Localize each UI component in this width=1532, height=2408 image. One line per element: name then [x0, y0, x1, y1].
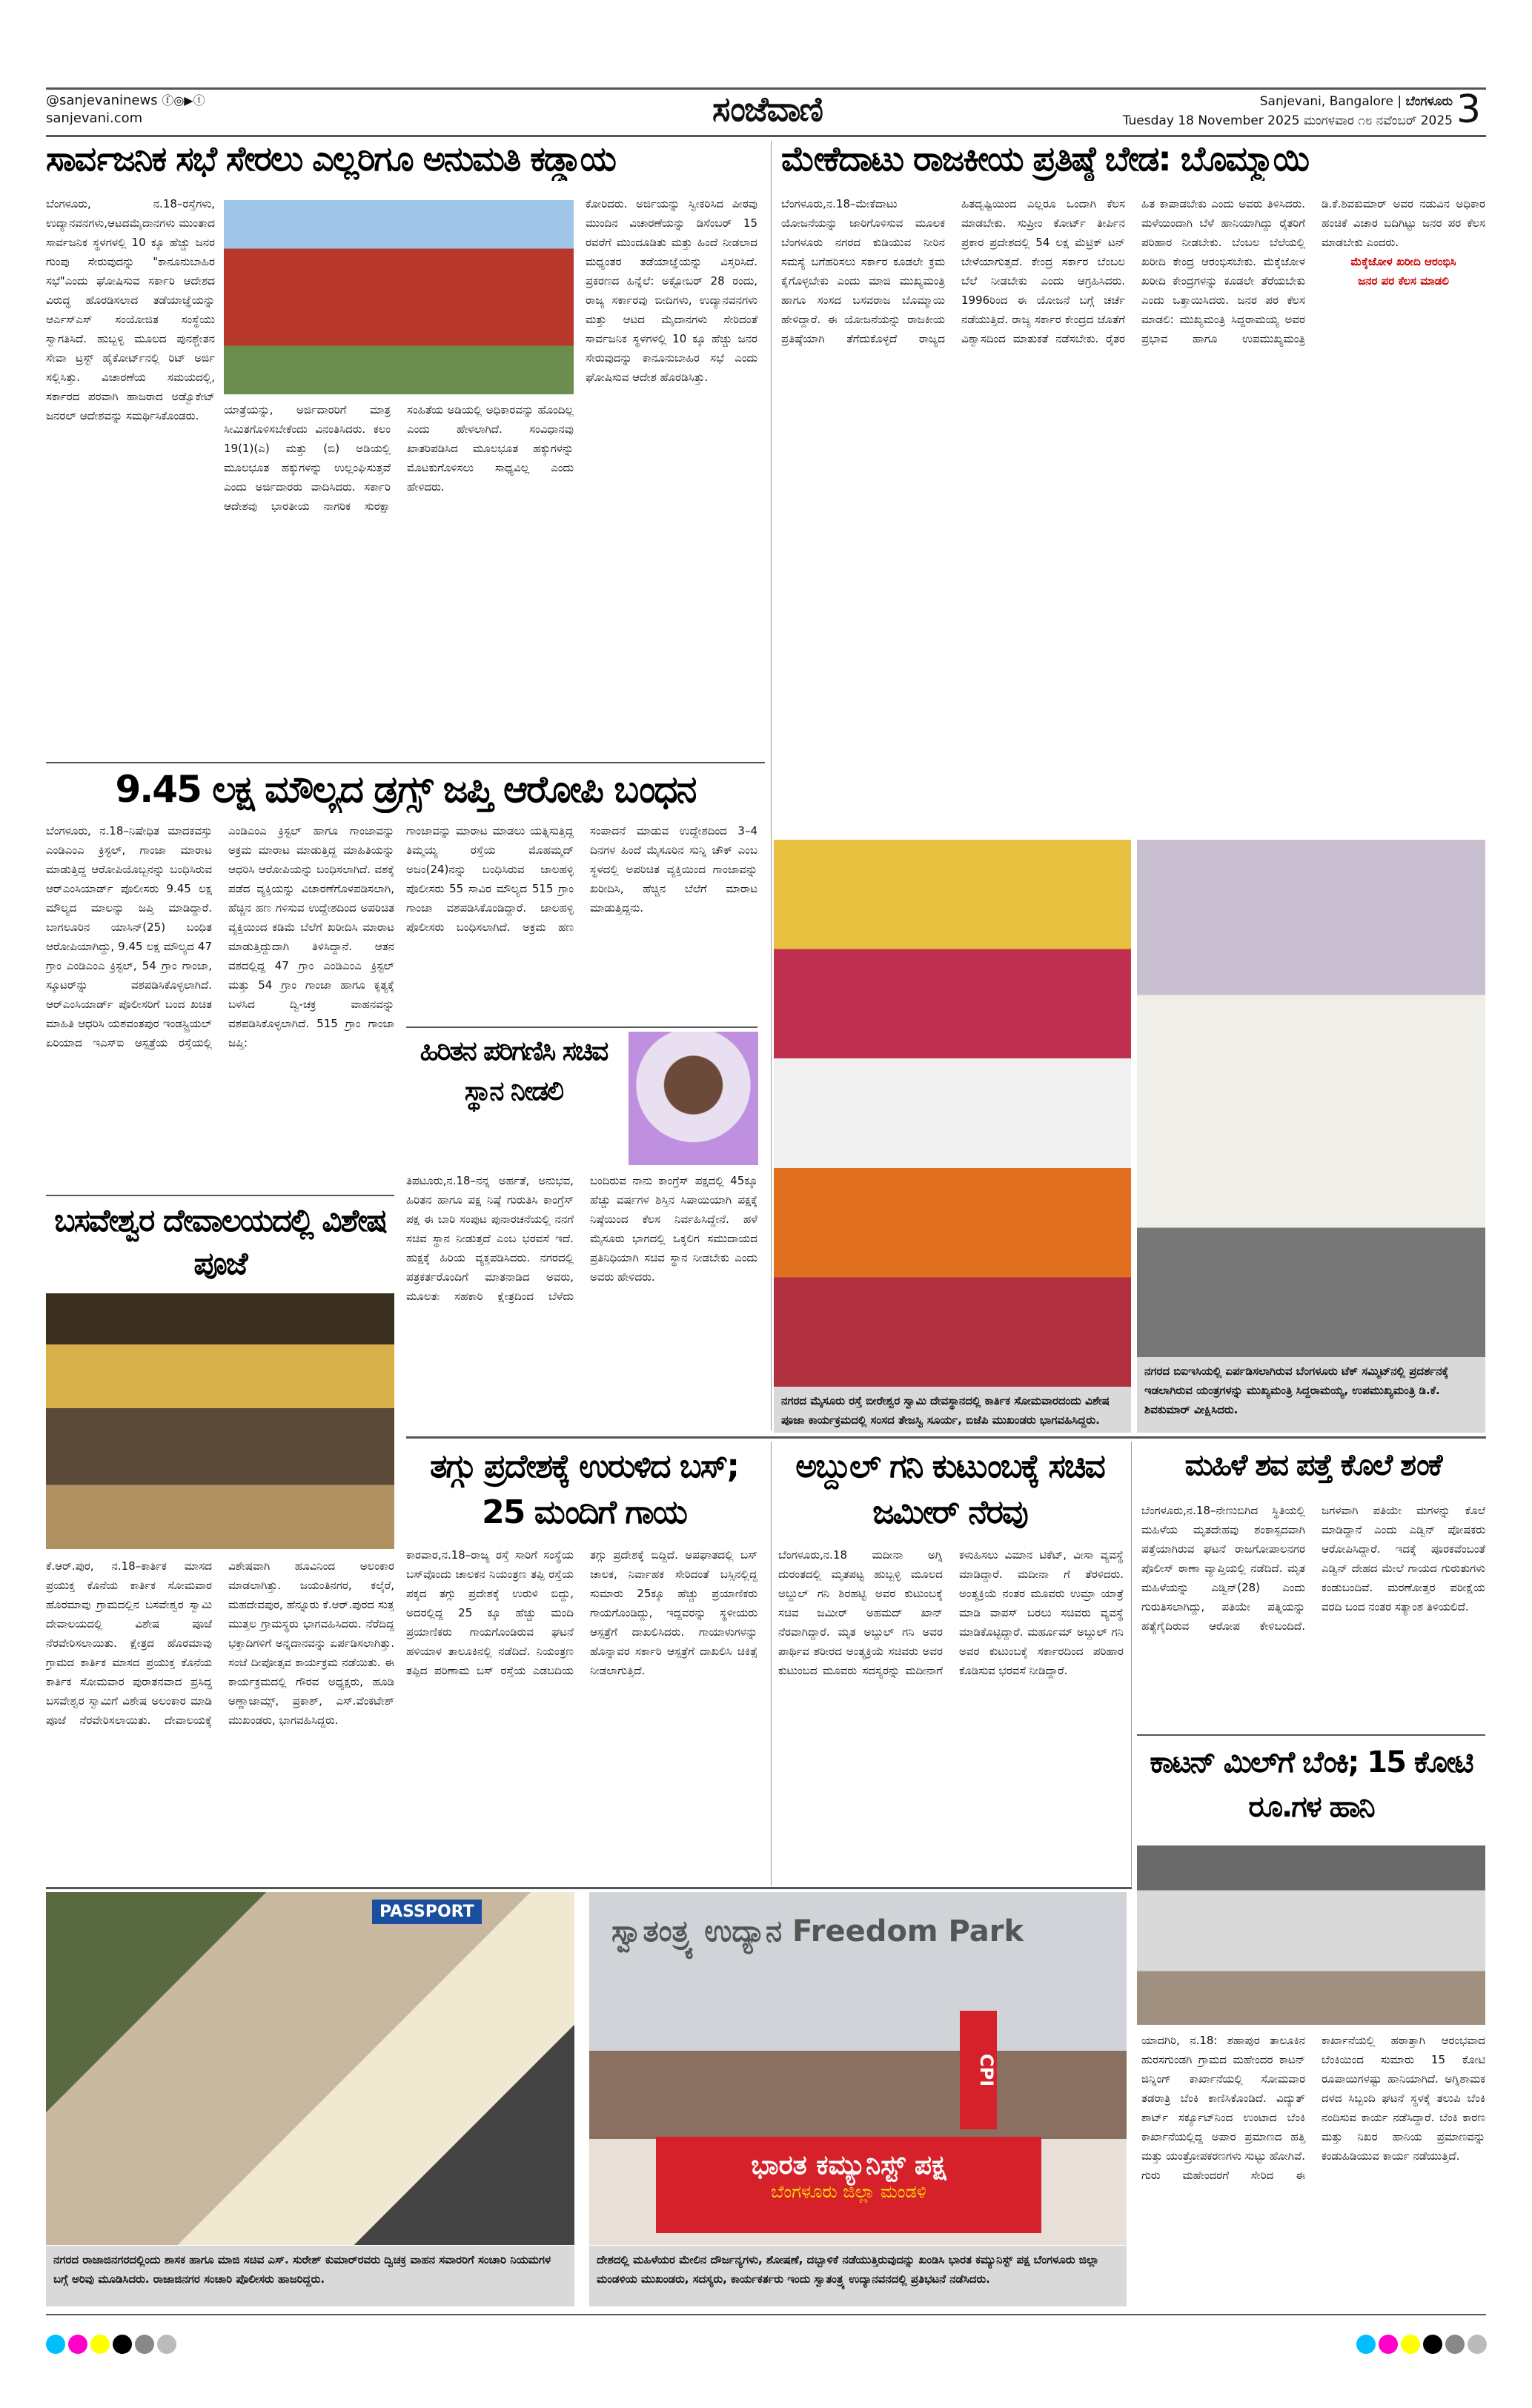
article-body: ಯಾತ್ರೆಯನ್ನು, ಅರ್ಜಿದಾರರಿಗೆ ಮಾತ್ರ ಸೀಮಿತಗೊಳಿಸಬೇಕೆಂದು ವಿನಂತಿಸಿದರು. ಕಲಂ 19(1)(ಎ) ಮತ್ತು (ಬಿ) ಅಡಿಯಲ್ಲಿ ಮೂಲಭೂತ ಹಕ್ಕುಗಳನ್ನು ಉಲ್ಲಂಘಿಸುತ್ತವೆ ಎಂದು ಅರ್ಜಿದಾರರು ವಾದಿಸಿದರು. ಸರ್ಕಾರಿ ಆದೇಶವು ಭಾರತೀಯ ನಾಗರಿಕ ಸುರಕ್ಷಾ ಸಂಹಿತೆಯ ಅಡಿಯಲ್ಲಿ ಅಧಿಕಾರವನ್ನು ಹೊಂದಿಲ್ಲ ಎಂದು ಹೇಳಲಾಗಿದೆ. ಸಂವಿಧಾನವು ಖಾತರಿಪಡಿಸಿದ ಮೂಲಭೂತ ಹಕ್ಕುಗಳನ್ನು ಮೊಟಕುಗೊಳಿಸಲು ಸಾಧ್ಯವಿಲ್ಲ ಎಂದು ಹೇಳಿದರು. — [224, 403, 574, 513]
registration-dot — [46, 2335, 65, 2354]
temple-visit-photo — [774, 840, 1131, 1387]
registration-dot — [1445, 2335, 1465, 2354]
registration-dot — [68, 2335, 87, 2354]
date-kannada: ಮಂಗಳವಾರ ೧೮ ನವೆಂಬರ್ 2025 — [1303, 113, 1453, 128]
headline-woman-body: ಮಹಿಳೆ ಶವ ಪತ್ತೆ ಕೊಲೆ ಶಂಕೆ — [1184, 1448, 1442, 1482]
divider — [406, 1026, 757, 1028]
registration-dot — [90, 2335, 110, 2354]
subheading: ಮೆಕ್ಕೆಜೋಳ ಖರೀದಿ ಆರಂಭಿಸಿ — [1350, 255, 1456, 268]
divider — [46, 762, 765, 763]
social-block — [46, 92, 205, 127]
dateline — [1082, 92, 1453, 130]
traffic-awareness-photo — [46, 1892, 574, 2245]
article-body: ಗಾಂಜಾವನ್ನು ಮಾರಾಟ ಮಾಡಲು ಯತ್ನಿಸುತ್ತಿದ್ದ ತಿಮ್ಮಯ್ಯ ರಸ್ತೆಯ ಮೊಹಮ್ಮದ್ ಅಜಂ(24)ನನ್ನು ಬಂಧಿಸಿರುವ ಜಾಲಹಳ್ಳಿ ಪೊಲೀಸರು 55 ಸಾವಿರ ಮೌಲ್ಯದ 515 ಗ್ರಾಂ ಗಾಂಜಾ ವಶಪಡಿಸಿಕೊಂಡಿದ್ದಾರೆ. ಜಾಲಹಳ್ಳಿ ಪೊಲೀಸರು ಬಂಧಿಸಲಾಗಿದೆ. ಅಕ್ರಮ ಹಣ ಸಂಪಾದನೆ ಮಾಡುವ ಉದ್ದೇಶದಿಂದ 3–4 ದಿನಗಳ ಹಿಂದೆ ಮೈಸೂರಿನ ಸುನ್ನಿ ಚೌಕ್ ಎಂಬ ಸ್ಥಳದಲ್ಲಿ ಅಪರಿಚಿತ ವ್ಯಕ್ತಿಯಿಂದ ಗಾಂಜಾವನ್ನು ಖರೀದಿಸಿ, ಹೆಚ್ಚಿನ ಬೆಲೆಗೆ ಮಾರಾಟ ಮಾಡುತ್ತಿದ್ದನು. — [406, 824, 757, 934]
registration-dot — [1356, 2335, 1376, 2354]
headline-bus-accident: ತಗ್ಗು ಪ್ರದೇಶಕ್ಕೆ ಉರುಳಿದ ಬಸ್; 25 ಮಂದಿಗೆ ಗಾಯ — [430, 1447, 738, 1531]
facebook-icon[interactable]: ⓕ — [162, 93, 174, 107]
column-divider — [1131, 1442, 1132, 1886]
youtube-icon[interactable]: ▶ — [184, 93, 193, 107]
headline-basaveshwara-puja: ಬಸವೇಶ್ವರ ದೇವಾಲಯದಲ್ಲಿ ವಿಶೇಷ ಪೂಜೆ — [54, 1202, 386, 1281]
edition-label: Sanjevani, Bangalore | — [1259, 94, 1402, 109]
registration-marks-right — [1356, 2335, 1490, 2357]
registration-dot — [157, 2335, 176, 2354]
article-body: ಕಾರವಾರ,ನ.18–ರಾಜ್ಯ ರಸ್ತೆ ಸಾರಿಗೆ ಸಂಸ್ಥೆಯ ಬಸ್‌ವೊಂದು ಚಾಲಕನ ನಿಯಂತ್ರಣ ತಪ್ಪಿ ರಸ್ತೆಯ ಪಕ್ಕದ ತಗ್ಗು ಪ್ರದೇಶಕ್ಕೆ ಉರುಳಿ ಬಿದ್ದು, ಅದರಲ್ಲಿದ್ದ 25 ಕ್ಕೂ ಹೆಚ್ಚು ಮಂದಿ ಪ್ರಯಾಣಿಕರು ಗಾಯಗೊಂಡಿರುವ ಘಟನೆ ಹಳಿಯಾಳ ತಾಲೂಕಿನಲ್ಲಿ ನಡೆದಿದೆ. ನಿಯಂತ್ರಣ ತಪ್ಪಿದ ಪರಿಣಾಮ ಬಸ್ ರಸ್ತೆಯ ಎಡಬದಿಯ ತಗ್ಗು ಪ್ರದೇಶಕ್ಕೆ ಬಿದ್ದಿದೆ. ಅಪಘಾತದಲ್ಲಿ ಬಸ್ ಚಾಲಕ, ನಿರ್ವಾಹಕ ಸೇರಿದಂತೆ ಬಸ್ಸಿನಲ್ಲಿದ್ದ ಸುಮಾರು 25ಕ್ಕೂ ಹೆಚ್ಚು ಪ್ರಯಾಣಿಕರು ಗಾಯಗೊಂಡಿದ್ದು, ಇದ್ದವರನ್ನು ಸ್ಥಳೀಯರು ಆಸ್ಪತ್ರೆಗೆ ದಾಖಲಿಸಿದರು. ಗಾಯಾಳುಗಳನ್ನು ಹೊನ್ನಾವರ ಸರ್ಕಾರಿ ಆಸ್ಪತ್ರೆಗೆ ದಾಖಲಿಸಿ ಚಿಕಿತ್ಸೆ ನೀಡಲಾಗುತ್ತಿದೆ. — [406, 1548, 757, 1677]
registration-dot — [135, 2335, 154, 2354]
twitter-icon[interactable]: ⓣ — [193, 93, 205, 107]
article-body: ಕೋರಿದರು. ಅರ್ಜಿಯನ್ನು ಸ್ವೀಕರಿಸಿದ ಪೀಠವು ಮುಂದಿನ ವಿಚಾರಣೆಯನ್ನು ಡಿಸೆಂಬರ್ 15 ರವರೆಗೆ ಮುಂದೂಡಿತು ಮತ್ತು ಹಿಂದೆ ನೀಡಲಾದ ಮಧ್ಯಂತರ ತಡೆಯಾಜ್ಞೆಯನ್ನು ವಿಸ್ತರಿಸಿದೆ. ಪ್ರಕರಣದ ಹಿನ್ನೆಲೆ: ಅಕ್ಟೋಬರ್ 28 ರಂದು, ರಾಜ್ಯ ಸರ್ಕಾರವು ಬೀದಿಗಳು, ಉದ್ಯಾನವನಗಳು ಮತ್ತು ಆಟದ ಮೈದಾನಗಳು ಸೇರಿದಂತೆ ಸಾರ್ವಜನಿಕ ಸ್ಥಳಗಳಲ್ಲಿ 10 ಕ್ಕೂ ಹೆಚ್ಚು ಜನರ ಸೇರುವುದನ್ನು ಕಾನೂನುಬಾಹಿರ ಸಭೆ ಎಂದು ಘೋಷಿಸುವ ಆದೇಶ ಹೊರಡಿಸಿತ್ತು. — [586, 197, 757, 384]
headline-cotton-mill-fire: ಕಾಟನ್ ಮಿಲ್‌ಗೆ ಬೆಂಕಿ; 15 ಕೋಟಿ ರೂ.ಗಳ ಹಾನಿ — [1150, 1745, 1473, 1824]
freedom-park-sign: ಸ್ವಾತಂತ್ರ್ಯ ಉದ್ಯಾನ Freedom Park — [611, 1914, 1024, 1948]
city-label: ಬೆಂಗಳೂರು — [1405, 94, 1453, 109]
article-body: ಬೆಂಗಳೂರು, ನ.18–ನಿಷೇಧಿತ ಮಾದಕವಸ್ತು ಎಂಡಿಎಂಎ ಕ್ರಿಸ್ಟಲ್, ಗಾಂಜಾ ಮಾರಾಟ ಮಾಡುತ್ತಿದ್ದ ಆರೋಪಿಯೊಬ್ಬನನ್ನು ಬಂಧಿಸಿರುವ ಆರ್‌ಎಂಸಿಯಾರ್ಡ್ ಪೊಲೀಸರು 9.45 ಲಕ್ಷ ಮೌಲ್ಯದ ಮಾಲನ್ನು ಜಪ್ತಿ ಮಾಡಿದ್ದಾರೆ. ಬಾಗಲೂರಿನ ಯಾಸಿನ್(25) ಬಂಧಿತ ಆರೋಪಿಯಾಗಿದ್ದು, 9.45 ಲಕ್ಷ ಮೌಲ್ಯದ 47 ಗ್ರಾಂ ಎಂಡಿಎಂಎ ಕ್ರಿಸ್ಟಲ್, 54 ಗ್ರಾಂ ಗಾಂಜಾ, ಸ್ಕೂಟರ್‌ನ್ನು ವಶಪಡಿಸಿಕೊಳ್ಳಲಾಗಿದೆ. ಆರ್‌ಎಂಸಿಯಾರ್ಡ್ ಪೊಲೀಸರಿಗೆ ಬಂದ ಖಚಿತ ಮಾಹಿತಿ ಆಧರಿಸಿ ಯಶವಂತಪುರ ಇಂಡಸ್ಟ್ರಿಯಲ್ ಏರಿಯಾದ ಇಎಸ್‌ಐ ಆಸ್ಪತ್ರೆಯ ರಸ್ತೆಯಲ್ಲಿ ಎಂಡಿಎಂಎ ಕ್ರಿಸ್ಟಲ್ ಹಾಗೂ ಗಾಂಜಾವನ್ನು ಅಕ್ರಮ ಮಾರಾಟ ಮಾಡುತ್ತಿದ್ದ ಮಾಹಿತಿಯನ್ನು ಆಧರಿಸಿ ಆರೋಪಿಯನ್ನು ಬಂಧಿಸಲಾಗಿದೆ. ವಶಕ್ಕೆ ಪಡೆದ ವ್ಯಕ್ತಿಯನ್ನು ವಿಚಾರಣೆಗೊಳಪಡಿಸಲಾಗಿ, ಹೆಚ್ಚಿನ ಹಣ ಗಳಿಸುವ ಉದ್ದೇಶದಿಂದ ಅಪರಿಚಿತ ವ್ಯಕ್ತಿಯಿಂದ ಕಡಿಮೆ ಬೆಲೆಗೆ ಖರೀದಿಸಿ ಮಾರಾಟ ಮಾಡುತ್ತಿದ್ದುದಾಗಿ ತಿಳಿಸಿದ್ದಾನೆ. ಆತನ ವಶದಲ್ಲಿದ್ದ 47 ಗ್ರಾಂ ಎಂಡಿಎಂಎ ಕ್ರಿಸ್ಟಲ್ ಮತ್ತು 54 ಗ್ರಾಂ ಗಾಂಜಾ ಹಾಗೂ ಕೃತ್ಯಕ್ಕೆ ಬಳಸಿದ ದ್ವಿ-ಚಕ್ರ ವಾಹನವನ್ನು ವಶಪಡಿಸಿಕೊಳ್ಳಲಾಗಿದೆ. 515 ಗ್ರಾಂ ಗಾಂಜಾ ಜಪ್ತಿ: — [46, 824, 394, 1049]
registration-dot — [1401, 2335, 1420, 2354]
portrait-photo — [629, 1032, 758, 1165]
headline-public-assembly: ಸಾರ್ವಜನಿಕ ಸಭೆ ಸೇರಲು ಎಲ್ಲರಿಗೂ ಅನುಮತಿ ಕಡ್ಡಾಯ — [46, 139, 615, 179]
photo-caption: ದೇಶದಲ್ಲಿ ಮಹಿಳೆಯರ ಮೇಲಿನ ದೌರ್ಜನ್ಯಗಳು, ಶೋಷಣೆ, ದಬ್ಬಾಳಿಕೆ ನಡೆಯುತ್ತಿರುವುದನ್ನು ಖಂಡಿಸಿ ಭಾರತ ಕಮ್ಯುನಿಸ್ಟ್ ಪಕ್ಷ ಬೆಂಗಳೂರು ಜಿಲ್ಲಾ ಮಂಡಳಿಯ ಮುಖಂಡರು, ಸದಸ್ಯರು, ಕಾರ್ಯಕರ್ತರು ಇಂದು ಸ್ವಾತಂತ್ರ್ಯ ಉದ್ಯಾನವನದಲ್ಲಿ ಪ್ರತಿಭಟನೆ ನಡೆಸಿದರು. — [589, 2246, 1127, 2306]
registration-dot — [1468, 2335, 1487, 2354]
article-body: ಬೆಂಗಳೂರು,ನ.18 ಮದೀನಾ ಅಗ್ನಿ ದುರಂತದಲ್ಲಿ ಮೃತಪಟ್ಟ ಹುಬ್ಬಳ್ಳಿ ಮೂಲದ ಅಬ್ದುಲ್ ಗನಿ ಶಿರಹಟ್ಟಿ ಅವರ ಕುಟುಂಬಕ್ಕೆ ಸಚಿವ ಜಮೀರ್ ಅಹಮದ್ ಖಾನ್ ನೆರವಾಗಿದ್ದಾರೆ. ಮೃತ ಅಬ್ದುಲ್ ಗನಿ ಅವರ ಪಾರ್ಥಿವ ಶರೀರದ ಅಂತ್ಯಕ್ರಿಯೆ ಸಚಿವರು ಅವರ ಕುಟುಂಬದ ಮೂವರು ಸದಸ್ಯರನ್ನು ಮದೀನಾಗೆ ಕಳುಹಿಸಲು ವಿಮಾನ ಟಿಕೆಟ್, ವೀಸಾ ವ್ಯವಸ್ಥೆ ಮಾಡಿದ್ದಾರೆ. ಮದೀನಾ ಗೆ ತೆರಳಿದರು. ಅಂತ್ಯಕ್ರಿಯೆ ನಂತರ ಮೂವರು ಉಮ್ರಾ ಯಾತ್ರೆ ಮಾಡಿ ವಾಪಸ್ ಬರಲು ಸಚಿವರು ವ್ಯವಸ್ಥೆ ಮಾಡಿಕೊಟ್ಟಿದ್ದಾರೆ. ಮರ್ಹೂಮ್ ಅಬ್ದುಲ್ ಗನಿ ಅವರ ಕುಟುಂಬಕ್ಕೆ ಸರ್ಕಾರದಿಂದ ಪರಿಹಾರ ಕೊಡಿಸುವ ಭರವಸೆ ನೀಡಿದ್ದಾರೆ. — [778, 1548, 1124, 1677]
headline-drugs-seized: 9.45 ಲಕ್ಷ ಮೌಲ್ಯದ ಡ್ರಗ್ಸ್ ಜಪ್ತಿ ಆರೋಪಿ ಬಂಧನ — [115, 768, 696, 811]
footer-rule — [46, 2314, 1486, 2315]
date-english: Tuesday 18 November 2025 — [1122, 113, 1300, 128]
passport-sign: PASSPORT — [372, 1900, 482, 1924]
column-divider — [771, 1442, 772, 1886]
headline-ministerial-post: ಹಿರಿತನ ಪರಿಗಣಿಸಿ ಸಚಿವ ಸ್ಥಾನ ನೀಡಲಿ — [420, 1036, 608, 1107]
divider — [406, 1436, 1486, 1439]
divider — [46, 1887, 1132, 1889]
cpi-placard: CPI — [960, 2011, 997, 2129]
cotton-mill-photo — [1137, 1845, 1485, 2025]
high-court-photo — [224, 200, 574, 394]
column-divider — [771, 141, 772, 1430]
article-body: ಬೆಂಗಳೂರು,ನ.18–ಮೇಕೆದಾಟು ಯೋಜನೆಯನ್ನು ಜಾರಿಗೊಳಿಸುವ ಮೂಲಕ ಬೆಂಗಳೂರು ನಗರದ ಕುಡಿಯುವ ನೀರಿನ ಸಮಸ್ಯೆ ಬಗೆಹರಿಸಲು ಸರ್ಕಾರ ಕೂಡಲೇ ಕ್ರಮ ಕೈಗೊಳ್ಳಬೇಕು ಎಂದು ಮಾಜಿ ಮುಖ್ಯಮಂತ್ರಿ ಹಾಗೂ ಸಂಸದ ಬಸವರಾಜ ಬೊಮ್ಮಾಯಿ ಹೇಳಿದ್ದಾರೆ. ಈ ಯೋಜನೆಯನ್ನು ರಾಜಕೀಯ ಪ್ರತಿಷ್ಠೆಯಾಗಿ ತೆಗೆದುಕೊಳ್ಳದೆ ರಾಜ್ಯದ ಹಿತದೃಷ್ಟಿಯಿಂದ ಎಲ್ಲರೂ ಒಂದಾಗಿ ಕೆಲಸ ಮಾಡಬೇಕು. ಸುಪ್ರೀಂ ಕೋರ್ಟ್ ತೀರ್ಪಿನ ಪ್ರಕಾರ ಪ್ರದೇಶದಲ್ಲಿ 54 ಲಕ್ಷ ಮೆಟ್ರಿಕ್ ಟನ್ ಬೇಳೆಯಾಗುತ್ತದೆ. ಕೇಂದ್ರ ಸರ್ಕಾರ ಬೆಂಬಲ ಬೆಲೆ ನೀಡಬೇಕು ಎಂದು ಆಗ್ರಹಿಸಿದರು. 1996ರಿಂದ ಈ ಯೋಜನೆ ಬಗ್ಗೆ ಚರ್ಚೆ ನಡೆಯುತ್ತಿದೆ. ರಾಜ್ಯ ಸರ್ಕಾರ ಕೇಂದ್ರದ ಜೊತೆಗೆ ವಿಶ್ವಾಸದಿಂದ ಮಾತುಕತೆ ನಡೆಸಬೇಕು. ರೈತರ ಹಿತ ಕಾಪಾಡಬೇಕು ಎಂದು ಅವರು ತಿಳಿಸಿದರು. ಮಳೆಯಿಂದಾಗಿ ಬೆಳೆ ಹಾನಿಯಾಗಿದ್ದು ರೈತರಿಗೆ ಪರಿಹಾರ ನೀಡಬೇಕು. ಬೆಂಬಲ ಬೆಲೆಯಲ್ಲಿ ಖರೀದಿ ಕೇಂದ್ರ ಆರಂಭಿಸಬೇಕು. ಮೆಕ್ಕೆಜೋಳ ಖರೀದಿ ಕೇಂದ್ರಗಳನ್ನು ಕೂಡಲೇ ತೆರೆಯಬೇಕು ಎಂದು ಒತ್ತಾಯಿಸಿದರು. ಜನರ ಪರ ಕೆಲಸ ಮಾಡಲಿ: ಮುಖ್ಯಮಂತ್ರಿ ಸಿದ್ದರಾಮಯ್ಯ ಅವರ ಪ್ರಭಾವ ಹಾಗೂ ಉಪಮುಖ್ಯಮಂತ್ರಿ ಡಿ.ಕೆ.ಶಿವಕುಮಾರ್ ಅವರ ನಡುವಿನ ಅಧಿಕಾರ ಹಂಚಿಕೆ ವಿಚಾರ ಬದಿಗಿಟ್ಟು ಜನರ ಪರ ಕೆಲಸ ಮಾಡಬೇಕು ಎಂದರು. ಮೆಕ್ಕೆಜೋಳ ಖರೀದಿ ಆರಂಭಿಸಿ ಜನರ ಪರ ಕೆಲಸ ಮಾಡಲಿ — [781, 197, 1485, 345]
tech-summit-photo — [1137, 840, 1485, 1357]
headline-mekedatu: ಮೇಕೆದಾಟು ರಾಜಕೀಯ ಪ್ರತಿಷ್ಠೆ ಬೇಡ: ಬೊಮ್ಮಾಯಿ — [781, 139, 1309, 179]
website-link[interactable]: sanjevani.com — [46, 110, 143, 126]
article-body: ಬೆಂಗಳೂರು,ನ.18–ನೇಣುಬಿಗಿದ ಸ್ಥಿತಿಯಲ್ಲಿ ಮಹಿಳೆಯ ಮೃತದೇಹವು ಶಂಕಾಸ್ಪದವಾಗಿ ಪತ್ತೆಯಾಗಿರುವ ಘಟನೆ ರಾಜಗೋಪಾಲನಗರ ಪೊಲೀಸ್ ಠಾಣಾ ವ್ಯಾಪ್ತಿಯಲ್ಲಿ ನಡೆದಿದೆ. ಮೃತ ಮಹಿಳೆಯನ್ನು ಎಡ್ವಿನ್(28) ಎಂದು ಗುರುತಿಸಲಾಗಿದ್ದು, ಪತಿಯೇ ಪತ್ನಿಯನ್ನು ಹತ್ಯೆಗೈದಿರುವ ಆರೋಪ ಕೇಳಿಬಂದಿದೆ. ಜಗಳವಾಗಿ ಪತಿಯೇ ಮಗಳನ್ನು ಕೊಲೆ ಮಾಡಿದ್ದಾನೆ ಎಂದು ಎಡ್ವಿನ್ ಪೋಷಕರು ಆರೋಪಿಸಿದ್ದಾರೆ. ಇದಕ್ಕೆ ಪೂರಕವೆಂಬಂತೆ ಎಡ್ವಿನ್ ದೇಹದ ಮೇಲೆ ಗಾಯದ ಗುರುತುಗಳು ಕಂಡುಬಂದಿವೆ. ಮರಣೋತ್ತರ ಪರೀಕ್ಷೆಯ ವರದಿ ಬಂದ ನಂತರ ಸತ್ಯಾಂಶ ತಿಳಿಯಲಿದೆ. — [1141, 1504, 1485, 1633]
registration-dot — [1379, 2335, 1398, 2354]
header-rule — [46, 135, 1486, 137]
registration-marks-left — [46, 2335, 179, 2357]
article-body: ತಿಪಟೂರು,ನ.18–ನನ್ನ ಅರ್ಹತೆ, ಅನುಭವ, ಹಿರಿತನ ಹಾಗೂ ಪಕ್ಷ ನಿಷ್ಠೆ ಗುರುತಿಸಿ ಕಾಂಗ್ರೆಸ್ ಪಕ್ಷ ಈ ಬಾರಿ ಸಂಪುಟ ಪುನಾರಚನೆಯಲ್ಲಿ ನನಗೆ ಸಚಿವ ಸ್ಥಾನ ನೀಡುತ್ತದೆ ಎಂಬ ಭರವಸೆ ಇದೆ. ಹುಕ್ಷಕ್ಕೆ ಹಿರಿಯ ವ್ಯಕ್ತಪಡಿಸಿದರು. ನಗರದಲ್ಲಿ ಪತ್ರಕರ್ತರೊಂದಿಗೆ ಮಾತನಾಡಿದ ಅವರು, ಮೂಲತಃ ಸಹಕಾರಿ ಕ್ಷೇತ್ರದಿಂದ ಬೆಳೆದು ಬಂದಿರುವ ನಾನು ಕಾಂಗ್ರೆಸ್ ಪಕ್ಷದಲ್ಲಿ 45ಕ್ಕೂ ಹೆಚ್ಚು ವರ್ಷಗಳ ಶಿಸ್ತಿನ ಸಿಪಾಯಿಯಾಗಿ ಪಕ್ಷಕ್ಕೆ ನಿಷ್ಠೆಯಿಂದ ಕೆಲಸ ನಿರ್ವಹಿಸಿದ್ದೇನೆ. ಹಳೆ ಮೈಸೂರು ಭಾಗದಲ್ಲಿ ಒಕ್ಕಲಿಗ ಸಮುದಾಯದ ಪ್ರತಿನಿಧಿಯಾಗಿ ಸಚಿವ ಸ್ಥಾನ ನೀಡಬೇಕು ಎಂದು ಅವರು ಹೇಳಿದರು. — [406, 1174, 757, 1303]
photo-caption: ನಗರದ ರಾಜಾಜಿನಗರದಲ್ಲಿಂದು ಶಾಸಕ ಹಾಗೂ ಮಾಜಿ ಸಚಿವ ಎಸ್. ಸುರೇಶ್ ಕುಮಾರ್‌ರವರು ದ್ವಿಚಕ್ರ ವಾಹನ ಸವಾರರಿಗೆ ಸಂಚಾರಿ ನಿಯಮಗಳ ಬಗ್ಗೆ ಅರಿವು ಮೂಡಿಸಿದರು. ರಾಜಾಜಿನಗರ ಸಂಚಾರಿ ಪೊಲೀಸರು ಹಾಜರಿದ್ದರು. — [46, 2246, 574, 2306]
page-number: 3 — [1456, 87, 1482, 132]
registration-dot — [1423, 2335, 1442, 2354]
divider — [46, 1195, 394, 1196]
photo-caption: ನಗರದ ಮೈಸೂರು ರಸ್ತೆ ಬೀರೇಶ್ವರ ಸ್ವಾಮಿ ದೇವಸ್ಥಾನದಲ್ಲಿ ಕಾರ್ತಿಕ ಸೋಮವಾರದಂದು ವಿಶೇಷ ಪೂಜಾ ಕಾರ್ಯಕ್ರಮದಲ್ಲಿ ಸಂಸದ ತೇಜಸ್ವಿ ಸೂರ್ಯ, ಬಿಜೆಪಿ ಮುಖಂಡರು ಭಾಗವಹಿಸಿದ್ದರು. — [774, 1387, 1131, 1433]
headline-abdul-gani: ಅಬ್ದುಲ್ ಗನಿ ಕುಟುಂಬಕ್ಕೆ ಸಚಿವ ಜಮೀರ್ ನೆರವು — [795, 1447, 1104, 1531]
divider — [1137, 1734, 1485, 1736]
registration-dot — [113, 2335, 132, 2354]
article-body: ಬೆಂಗಳೂರು, ನ.18–ರಸ್ತೆಗಳು, ಉದ್ಯಾನವನಗಳು,ಆಟದಮೈದಾನಗಳು ಮುಂತಾದ ಸಾರ್ವಜನಿಕ ಸ್ಥಳಗಳಲ್ಲಿ 10 ಕ್ಕೂ ಹೆಚ್ಚು ಜನರ ಗುಂಪು ಸೇರುವುದನ್ನು "ಕಾನೂನುಬಾಹಿರ ಸಭೆ"ಎಂದು ಘೋಷಿಸುವ ಸರ್ಕಾರಿ ಆದೇಶದ ವಿರುದ್ಧ ಹೊರಡಿಸಲಾದ ತಡೆಯಾಜ್ಞೆಯನ್ನು ಆರ್ಎಸ್ಎಸ್ ಸಂಯೋಜಿತ ಸಂಸ್ಥೆಯು ಸ್ವಾಗತಿಸಿದೆ. ಹುಬ್ಬಳ್ಳಿ ಮೂಲದ ಪುನಶ್ಚೇತನ ಸೇವಾ ಟ್ರಸ್ಟ್ ಹೈಕೋರ್ಟ್‌ನಲ್ಲಿ ರಿಟ್ ಅರ್ಜಿ ಸಲ್ಲಿಸಿತ್ತು. ವಿಚಾರಣೆಯ ಸಮಯದಲ್ಲಿ, ಸರ್ಕಾರದ ಪರವಾಗಿ ಹಾಜರಾದ ಅಡ್ವೊಕೇಟ್ ಜನರಲ್ ಆದೇಶವನ್ನು ಸಮರ್ಥಿಸಿಕೊಂಡರು. — [46, 197, 215, 422]
instagram-icon[interactable]: ◎ — [173, 93, 185, 107]
cpi-protest-photo — [589, 1892, 1127, 2245]
photo-caption: ನಗರದ ಬಿಐಇಸಿಯಲ್ಲಿ ಏರ್ಪಡಿಸಲಾಗಿರುವ ಬೆಂಗಳೂರು ಟೆಕ್ ಸಮ್ಮಿಟ್‌ನಲ್ಲಿ ಪ್ರದರ್ಶನಕ್ಕೆ ಇಡಲಾಗಿರುವ ಯಂತ್ರಗಳನ್ನು ಮುಖ್ಯಮಂತ್ರಿ ಸಿದ್ದರಾಮಯ್ಯ, ಉಪಮುಖ್ಯಮಂತ್ರಿ ಡಿ.ಕೆ. ಶಿವಕುಮಾರ್ ವೀಕ್ಷಿಸಿದರು. — [1137, 1357, 1485, 1433]
masthead-logo: ಸಂಜೆವಾಣಿ — [712, 89, 822, 129]
temple-puja-photo — [46, 1293, 394, 1549]
article-body: ಕೆ.ಆರ್.ಪುರ, ನ.18–ಕಾರ್ತಿಕ ಮಾಸದ ಪ್ರಯುಕ್ತ ಕೊನೆಯ ಕಾರ್ತಿಕ ಸೋಮವಾರ ಹೊರಮಾವು ಗ್ರಾಮದಲ್ಲಿನ ಬಸವೇಶ್ವರ ಸ್ವಾಮಿ ದೇವಾಲಯದಲ್ಲಿ ವಿಶೇಷ ಪೂಜೆ ನೆರವೇರಿಸಲಾಯಿತು. ಕ್ಷೇತ್ರದ ಹೊರಮಾವು ಗ್ರಾಮದ ಕಾರ್ತಿಕ ಮಾಸದ ಪ್ರಯುಕ್ತ ಕೊನೆಯ ಕಾರ್ತಿಕ ಸೋಮವಾರ ಪುರಾತನವಾದ ಪ್ರಸಿದ್ಧ ಬಸವೇಶ್ವರ ಸ್ವಾಮಿಗೆ ವಿಶೇಷ ಅಲಂಕಾರ ಮಾಡಿ ಪೂಜೆ ನೆರವೇರಿಸಲಾಯಿತು. ದೇವಾಲಯಕ್ಕೆ ವಿಶೇಷವಾಗಿ ಹೂವಿನಿಂದ ಅಲಂಕಾರ ಮಾಡಲಾಗಿತ್ತು. ಜಯಂತಿನಗರ, ಕಲ್ಕೆರೆ, ಮಹದೇವಪುರ, ಹೆನ್ನೂರು ಕೆ.ಆರ್.ಪುರದ ಸುತ್ತ ಮುತ್ತಲ ಗ್ರಾಮಸ್ಥರು ಭಾಗವಹಿಸಿದರು. ನೆರೆದಿದ್ದ ಭಕ್ತಾದಿಗಳಿಗೆ ಅನ್ನದಾನವನ್ನು ಏರ್ಪಡಿಸಲಾಗಿತ್ತು. ಸಂಜೆ ದೀಪೋತ್ಸವ ಕಾರ್ಯಕ್ರಮ ನಡೆಯಿತು. ಈ ಕಾರ್ಯಕ್ರಮದಲ್ಲಿ ಗೌರವ ಅಧ್ಯಕ್ಷರು, ಹೂಡಿ ಅಣ್ಣಾಜಾಮ್ಸ್, ಪ್ರಕಾಶ್, ಎಸ್.ವೆಂಕಟೇಶ್ ಮುಖಂಡರು, ಭಾಗವಹಿಸಿದ್ದರು. — [46, 1559, 394, 1727]
protest-banner: ಭಾರತ ಕಮ್ಯುನಿಸ್ಟ್ ಪಕ್ಷ ಬೆಂಗಳೂರು ಜಿಲ್ಲಾ ಮಂಡಳಿ — [656, 2137, 1041, 2233]
social-handle[interactable]: @sanjevaninews — [46, 93, 158, 108]
social-icons — [162, 93, 205, 107]
subheading: ಜನರ ಪರ ಕೆಲಸ ಮಾಡಲಿ — [1358, 274, 1449, 288]
article-body: ಯಾದಗಿರಿ, ನ.18: ಶಹಾಪುರ ತಾಲೂಕಿನ ಹುರಸಗುಂಡಗಿ ಗ್ರಾಮದ ಮಹೇಂದರ ಕಾಟನ್ ಜಿನ್ನಿಂಗ್ ಕಾರ್ಖಾನೆಯಲ್ಲಿ ಸೋಮವಾರ ತಡರಾತ್ರಿ ಬೆಂಕಿ ಕಾಣಿಸಿಕೊಂಡಿದೆ. ವಿದ್ಯುತ್ ಶಾರ್ಟ್ ಸರ್ಕ್ಯೂಟ್‌ನಿಂದ ಉಂಟಾದ ಬೆಂಕಿ ಕಾರ್ಖಾನೆಯಲ್ಲಿದ್ದ ಅಪಾರ ಪ್ರಮಾಣದ ಹತ್ತಿ ಮತ್ತು ಯಂತ್ರೋಪಕರಣಗಳು ಸುಟ್ಟು ಹೋಗಿವೆ. ಗುರು ಮಹೇಂದರಗೆ ಸೇರಿದ ಈ ಕಾರ್ಖಾನೆಯಲ್ಲಿ ಹಠಾತ್ತಾಗಿ ಆರಂಭವಾದ ಬೆಂಕಿಯಿಂದ ಸುಮಾರು 15 ಕೋಟಿ ರೂಪಾಯಿಗಳಷ್ಟು ಹಾನಿಯಾಗಿದೆ. ಅಗ್ನಿಶಾಮಕ ದಳದ ಸಿಬ್ಬಂದಿ ಘಟನೆ ಸ್ಥಳಕ್ಕೆ ತಲುಪಿ ಬೆಂಕಿ ನಂದಿಸುವ ಕಾರ್ಯ ನಡೆಸಿದ್ದಾರೆ. ಬೆಂಕಿ ಕಾರಣ ಮತ್ತು ನಿಖರ ಹಾನಿಯ ಪ್ರಮಾಣವನ್ನು ಕಂಡುಹಿಡಿಯುವ ಕಾರ್ಯ ನಡೆಯುತ್ತಿದೆ. — [1141, 2034, 1485, 2182]
